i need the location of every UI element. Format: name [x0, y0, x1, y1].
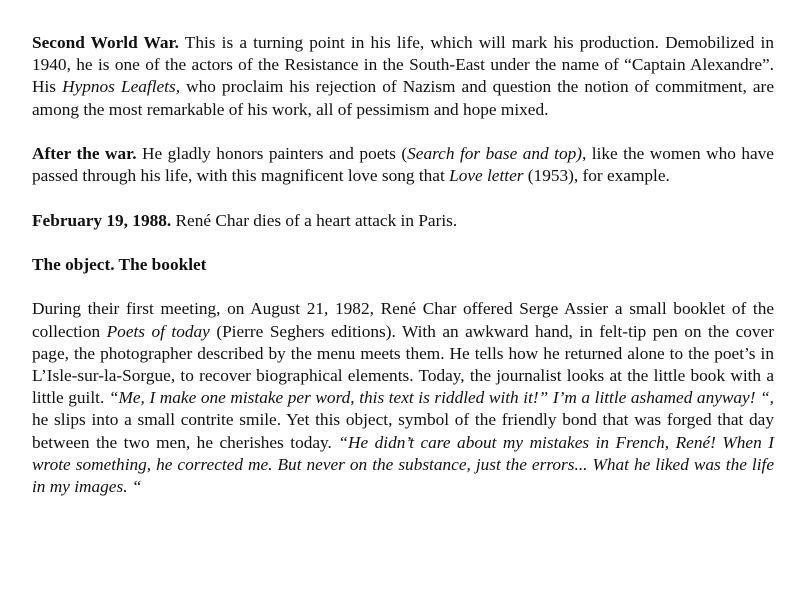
italic-title: Hypnos Leaflets, [62, 77, 181, 97]
paragraph-after-the-war [32, 143, 774, 187]
section-heading: The object. The booklet [32, 254, 207, 274]
document-page [32, 32, 774, 498]
italic-title: Love letter [449, 166, 524, 186]
paragraph-the-booklet [32, 298, 774, 498]
paragraph-text: (1953), for example. [523, 166, 670, 186]
paragraph-text: he slips into a small contrite smile. Yet this object, symbol of the friendly bond that was forged that day between the two men, he cherishes today. [32, 410, 774, 452]
paragraph-second-world-war [32, 32, 774, 121]
paragraph-text: who proclaim his rejection of Nazism and question the notion of commitment, are among the most remarkable of his work, all of pessimism and hope mixed. [32, 77, 774, 119]
paragraph-text: He gladly honors painters and poets ( [136, 144, 408, 163]
section-heading-the-object [32, 254, 774, 276]
italic-title: Search for base and top) [407, 144, 582, 163]
paragraph-text: (Pierre Seghers editions). With an awkward hand, in felt-tip pen on the cover page, the photographer described by the menu meets them. He tells how he returned alone to the poet’s in L’Isle-sur-la-Sorgue, to recover biographical elements. Today, the journalist looks at the little book with a little guilt. [32, 321, 774, 408]
paragraph-heading: After the war. [32, 144, 137, 163]
italic-quote: “He didn’t care about my mistakes in French, René! When I wrote something, he corrected me. But never on the substance, just the errors... What he liked was the life in my images. “ [32, 432, 774, 496]
paragraph-text: During their first meeting, on August 21, 1982, René Char offered Serge Assier a small booklet of the collection [32, 299, 774, 341]
paragraph-heading: Second World War. [32, 33, 179, 52]
paragraph-text: René Char dies of a heart attack in Paris. [171, 210, 458, 230]
paragraph-heading: February 19, 1988. [32, 210, 172, 230]
italic-quote: “Me, I make one mistake per word, this text is riddled with it!” I’m a little ashamed anyway! “, [108, 388, 774, 408]
italic-title: Poets of today [106, 321, 210, 341]
paragraph-text: , like the women who have passed through his life, with this magnificent love song that [32, 144, 774, 186]
paragraph-text: This is a turning point in his life, which will mark his production. Demobilized in 1940, he is one of the actors of the Resistance in the South-East under the name of “Captain Alexandre”. His [32, 33, 774, 97]
paragraph-february-1988 [32, 210, 774, 232]
